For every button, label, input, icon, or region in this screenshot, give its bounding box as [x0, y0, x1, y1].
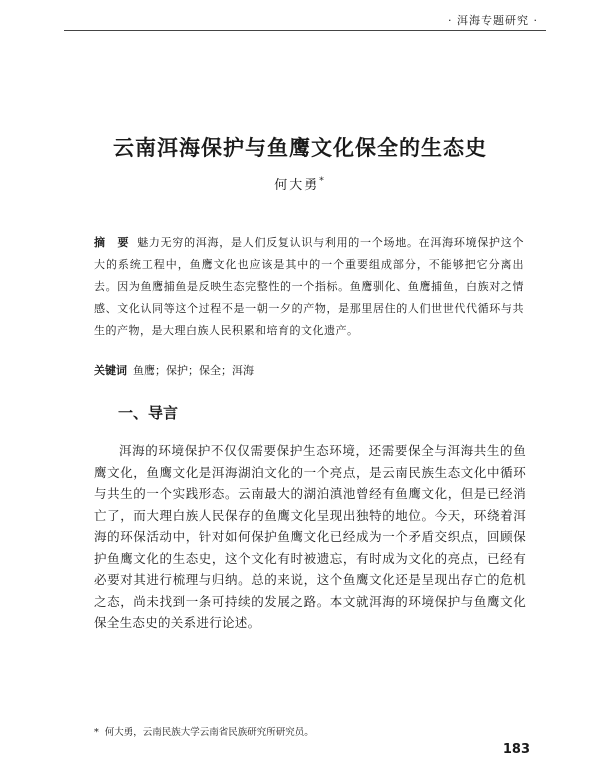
header-rule [64, 30, 546, 31]
footnote-rule [94, 716, 234, 717]
abstract [94, 232, 524, 342]
keywords-label: 关键词 [94, 364, 127, 377]
author-name: 何大勇 [274, 178, 320, 193]
article-title: 云南洱海保护与鱼鹰文化保全的生态史 [113, 135, 487, 160]
abstract-text: 魅力无穷的洱海，是人们反复认识与利用的一个场地。在洱海环境保护这个大的系统工程中，鱼鹰文化也应该是其中的一个重要组成部分，不能够把它分离出去。因为鱼鹰捕鱼是反映生态完整性的一个指标。鱼鹰驯化、鱼鹰捕鱼，白族对之情感、文化认同等这个过程不是一朝一夕的产物，是那里居住的人们世世代代循环与共生的产物，是大理白族人民积累和培育的文化遗产。 [94, 236, 524, 337]
running-header: · 洱海专题研究 · [448, 14, 538, 27]
page-number: 183 [502, 742, 530, 757]
footnote [94, 724, 314, 738]
author-line [0, 174, 600, 193]
body-paragraph: 洱海的环境保护不仅仅需要保护生态环境，还需要保全与洱海共生的鱼鹰文化，鱼鹰文化是洱海湖泊文化的一个亮点，是云南民族生态文化中循环与共生的一个实践形态。云南最大的湖泊滇池曾经有鱼鹰文化，但是已经消亡了，而大理白族人民保存的鱼鹰文化呈现出独特的地位。今天，环绕着洱海的环保活动中，针对如何保护鱼鹰文化已经成为一个矛盾交织点，回顾保护鱼鹰文化的生态史，这个文化有时被遗忘，有时成为文化的亮点，已经有必要对其进行梳理与归纳。总的来说，这个鱼鹰文化还是呈现出存亡的危机之态，尚未找到一条可持续的发展之路。本文就洱海的环境保护与鱼鹰文化保全生态史的关系进行论述。 [94, 443, 526, 630]
section-heading: 一、导言 [118, 404, 179, 422]
footnote-marker: * [94, 727, 99, 738]
abstract-label: 摘 要 [94, 236, 130, 249]
footnote-text: 何大勇，云南民族大学云南省民族研究所研究员。 [104, 727, 314, 738]
keywords [94, 362, 524, 378]
keywords-text: 鱼鹰；保护；保全；洱海 [133, 364, 254, 377]
author-footnote-marker: * [319, 176, 326, 187]
